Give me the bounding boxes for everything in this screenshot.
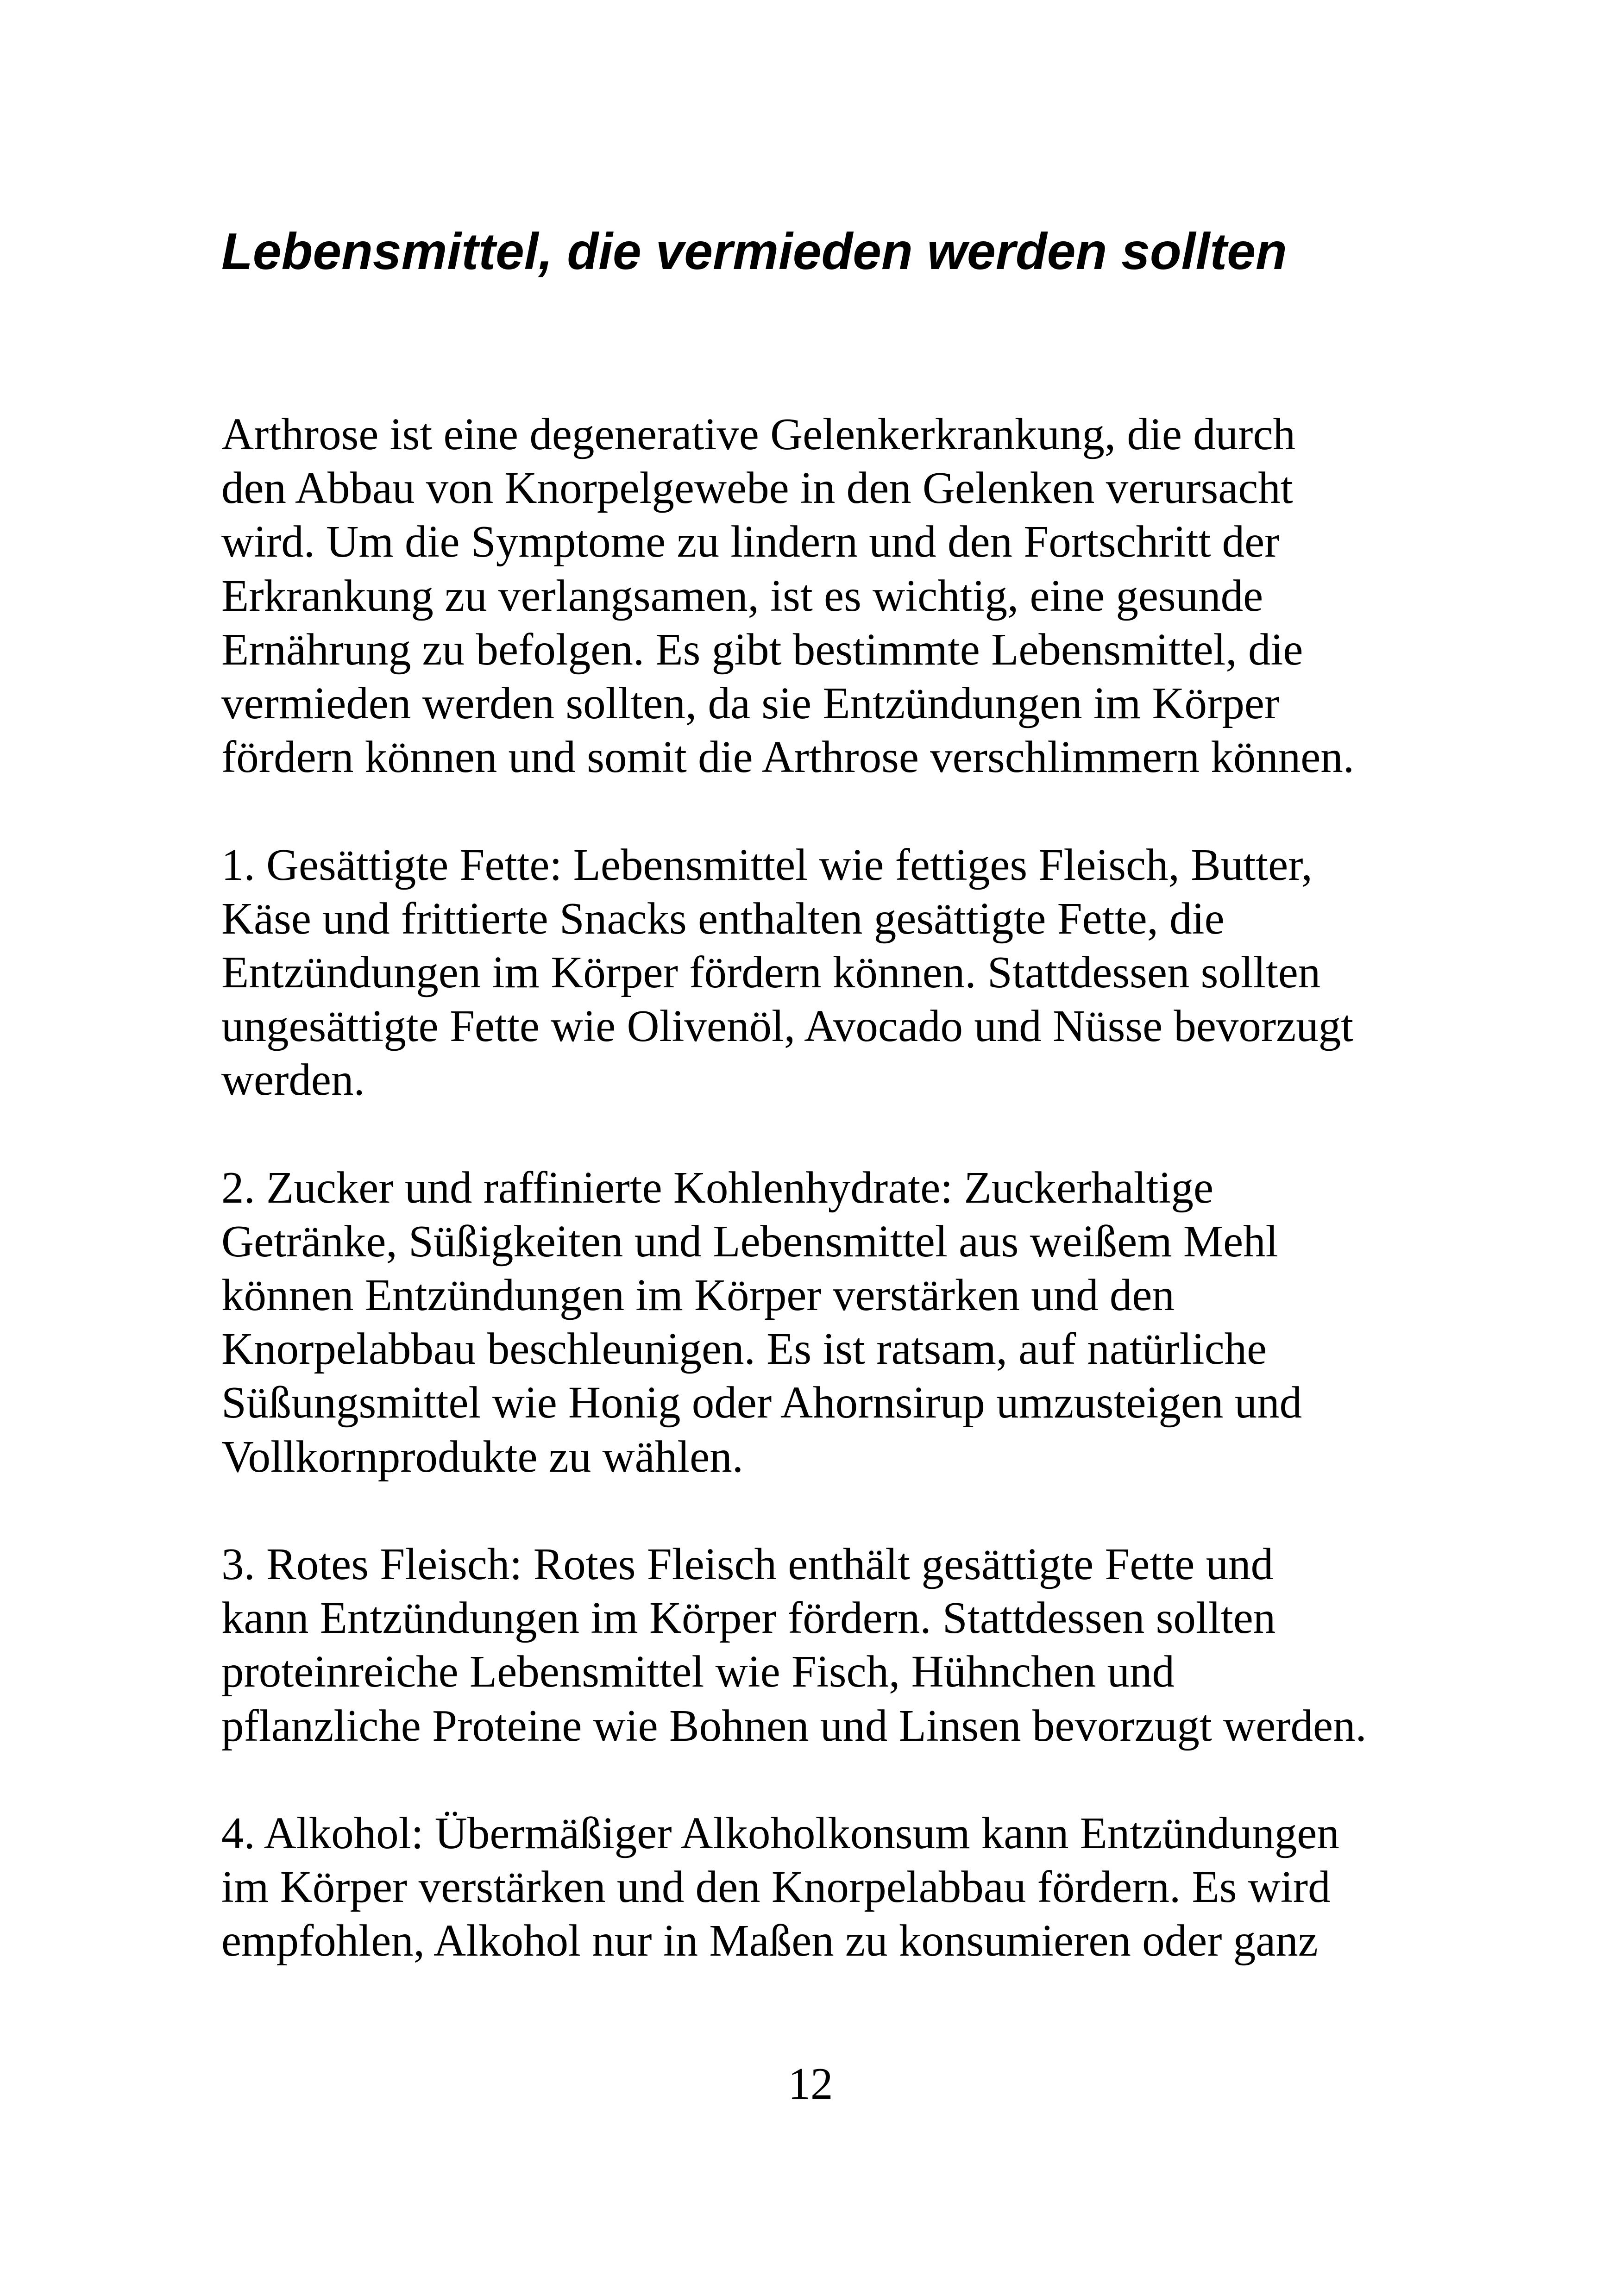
- text-line: Erkrankung zu verlangsamen, ist es wichtig, eine gesunde: [221, 571, 1263, 621]
- text-line: 3. Rotes Fleisch: Rotes Fleisch enthält gesättigte Fette und: [221, 1539, 1274, 1589]
- text-line: 4. Alkohol: Übermäßiger Alkoholkonsum kann Entzündungen: [221, 1808, 1339, 1858]
- text-line: Entzündungen im Körper fördern können. Stattdessen sollten: [221, 947, 1321, 997]
- item-paragraph-saturated-fats: [221, 838, 1426, 1107]
- text-line: den Abbau von Knorpelgewebe in den Gelenken verursacht: [221, 463, 1293, 513]
- text-line: Getränke, Süßigkeiten und Lebensmittel aus weißem Mehl: [221, 1216, 1278, 1266]
- text-line: fördern können und somit die Arthrose verschlimmern können.: [221, 732, 1355, 782]
- intro-paragraph: [221, 408, 1426, 784]
- text-line: empfohlen, Alkohol nur in Maßen zu konsumieren oder ganz: [221, 1916, 1318, 1966]
- text-line: Arthrose ist eine degenerative Gelenkerkrankung, die durch: [221, 409, 1296, 459]
- text-line: 1. Gesättigte Fette: Lebensmittel wie fettiges Fleisch, Butter,: [221, 840, 1313, 890]
- text-line: vermieden werden sollten, da sie Entzündungen im Körper: [221, 678, 1280, 728]
- text-line: Ernährung zu befolgen. Es gibt bestimmte Lebensmittel, die: [221, 624, 1303, 674]
- text-line: wird. Um die Symptome zu lindern und den Fortschritt der: [221, 517, 1280, 567]
- page-number: 12: [788, 2059, 833, 2108]
- text-line: werden.: [221, 1055, 365, 1105]
- paragraph-spacer: [221, 784, 1426, 838]
- text-line: ungesättigte Fette wie Olivenöl, Avocado und Nüsse bevorzugt: [221, 1001, 1354, 1051]
- text-line: pflanzliche Proteine wie Bohnen und Linsen bevorzugt werden.: [221, 1700, 1367, 1750]
- text-line: kann Entzündungen im Körper fördern. Stattdessen sollten: [221, 1593, 1276, 1643]
- text-line: im Körper verstärken und den Knorpelabbau fördern. Es wird: [221, 1862, 1331, 1912]
- text-line: können Entzündungen im Körper verstärken und den: [221, 1270, 1175, 1320]
- paragraph-spacer: [221, 1484, 1426, 1537]
- text-line: Käse und frittierte Snacks enthalten gesättigte Fette, die: [221, 893, 1225, 943]
- text-line: proteinreiche Lebensmittel wie Fisch, Hühnchen und: [221, 1647, 1175, 1697]
- body-text: [221, 408, 1426, 1968]
- item-paragraph-red-meat: [221, 1537, 1426, 1753]
- text-line: 2. Zucker und raffinierte Kohlenhydrate: Zuckerhaltige: [221, 1162, 1214, 1212]
- paragraph-spacer: [221, 1107, 1426, 1161]
- text-line: Knorpelabbau beschleunigen. Es ist ratsam, auf natürliche: [221, 1324, 1267, 1374]
- item-paragraph-sugar: [221, 1161, 1426, 1484]
- section-heading: Lebensmittel, die vermieden werden sollten: [221, 223, 1287, 280]
- item-paragraph-alcohol: [221, 1807, 1426, 1968]
- text-line: Süßungsmittel wie Honig oder Ahornsirup umzusteigen und: [221, 1378, 1302, 1428]
- paragraph-spacer: [221, 1753, 1426, 1807]
- text-line: Vollkornprodukte zu wählen.: [221, 1431, 743, 1481]
